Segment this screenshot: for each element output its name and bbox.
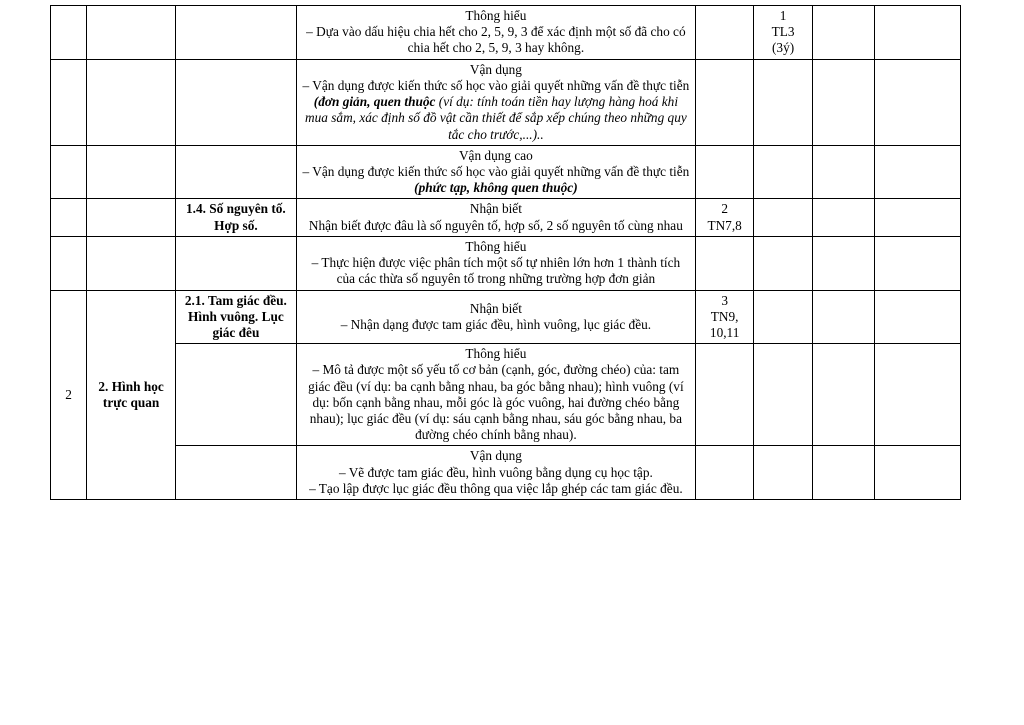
cell-nhanbiet — [695, 59, 753, 145]
level-description: – Dựa vào dấu hiệu chia hết cho 2, 5, 9, 3 để xác định một số đã cho có chia hết cho 2, 5, 9, 3 hay không. — [306, 24, 686, 56]
level-description — [301, 164, 691, 196]
cell-thonghieu — [754, 344, 812, 446]
cell-vandungcao — [875, 290, 961, 344]
cell-vandungcao — [875, 199, 961, 236]
cell-vandung — [812, 344, 874, 446]
cell-thonghieu — [754, 59, 812, 145]
count-line-1: 3 — [721, 292, 728, 308]
table-row — [51, 236, 961, 290]
cell-vandung — [812, 290, 874, 344]
cell-noidung — [175, 59, 296, 145]
count-line-2: TN9, — [710, 308, 739, 324]
count-line-1: 2 — [721, 201, 728, 217]
cell-vandung — [812, 6, 874, 60]
cell-vandungcao — [875, 446, 961, 500]
cell-tt — [51, 6, 87, 60]
cell-vandungcao — [875, 236, 961, 290]
cell-noidung: 2.1. Tam giác đều. Hình vuông. Lục giác đêu — [175, 290, 296, 344]
cell-tt — [51, 236, 87, 290]
table-row — [51, 145, 961, 199]
level-description: Nhận biết được đâu là số nguyên tố, hợp số, 2 số nguyên tố cùng nhau — [308, 217, 683, 233]
level-description-line-1: – Vẽ được tam giác đều, hình vuông bằng dụng cụ học tập. — [338, 464, 653, 480]
cell-mucdo — [296, 199, 695, 236]
cell-mucdo — [296, 6, 695, 60]
level-description: – Thực hiện được việc phân tích một số tự nhiên lớn hơn 1 thành tích của các thừa số nguyên tố trong những trường hợp đơn giản — [311, 255, 681, 287]
cell-nhanbiet — [695, 145, 753, 199]
cell-vandungcao — [875, 145, 961, 199]
level-label: Thông hiểu — [465, 238, 527, 254]
cell-mucdo — [296, 236, 695, 290]
level-label: Vận dụng — [469, 448, 522, 464]
cell-noidung — [175, 344, 296, 446]
cell-thonghieu — [754, 199, 812, 236]
cell-chuong — [87, 6, 176, 60]
count-line-3: (3ý) — [772, 40, 795, 56]
cell-vandungcao — [875, 344, 961, 446]
table-row — [51, 6, 961, 60]
count-line-2: TL3 — [771, 24, 795, 40]
level-description: – Nhận dạng được tam giác đều, hình vuông, lục giác đều. — [340, 316, 652, 332]
desc-part-plain: – Vận dụng được kiến thức số học vào giải quyết những vấn đề thực tiễn — [302, 77, 690, 93]
level-description-line-2: – Tạo lập được lục giác đều thông qua việc lắp ghép các tam giác đều. — [309, 480, 683, 496]
cell-chuong — [87, 145, 176, 199]
cell-vandung — [812, 446, 874, 500]
level-label: Vận dụng cao — [458, 147, 533, 163]
cell-thonghieu — [754, 446, 812, 500]
cell-noidung — [175, 145, 296, 199]
cell-noidung — [175, 236, 296, 290]
desc-part-emphasis: (đơn giản, quen thuộc — [313, 94, 436, 110]
cell-vandungcao — [875, 6, 961, 60]
count-line-1: 1 — [779, 8, 787, 23]
count-line-3: 10,11 — [709, 324, 740, 340]
cell-mucdo — [296, 344, 695, 446]
cell-vandung — [812, 145, 874, 199]
level-label: Thông hiểu — [465, 8, 527, 23]
cell-mucdo — [296, 446, 695, 500]
cell-chuong: 2. Hình học trực quan — [87, 290, 176, 500]
cell-nhanbiet — [695, 290, 753, 344]
cell-nhanbiet — [695, 199, 753, 236]
cell-vandungcao — [875, 59, 961, 145]
cell-thonghieu — [754, 145, 812, 199]
desc-part-emphasis: (phức tạp, không quen thuộc) — [414, 180, 578, 196]
cell-mucdo — [296, 145, 695, 199]
table-row — [51, 344, 961, 446]
cell-chuong — [87, 199, 176, 236]
table-row — [51, 290, 961, 344]
cell-mucdo — [296, 290, 695, 344]
cell-chuong — [87, 236, 176, 290]
level-label: Thông hiểu — [465, 346, 527, 362]
cell-nhanbiet — [695, 236, 753, 290]
cell-nhanbiet — [695, 344, 753, 446]
cell-noidung: 1.4. Số nguyên tố. Hợp số. — [175, 199, 296, 236]
level-label: Vận dụng — [469, 61, 522, 77]
cell-mucdo — [296, 59, 695, 145]
cell-thonghieu — [754, 6, 812, 60]
table-row — [51, 59, 961, 145]
cell-thonghieu — [754, 236, 812, 290]
cell-chuong — [87, 59, 176, 145]
cell-tt — [51, 59, 87, 145]
table-row — [51, 446, 961, 500]
desc-part-tail: (ví dụ: tính toán tiền hay lượng hàng hoá khi mua sắm, xác định số đồ vật cần thiết để sắp xếp chúng theo những quy tắc cho trước,...).. — [305, 94, 687, 142]
cell-nhanbiet — [695, 6, 753, 60]
cell-noidung — [175, 6, 296, 60]
cell-vandung — [812, 236, 874, 290]
level-label: Nhận biết — [469, 300, 522, 316]
level-label: Nhận biết — [469, 201, 522, 217]
exam-matrix-table — [50, 5, 961, 500]
cell-vandung — [812, 199, 874, 236]
cell-thonghieu — [754, 290, 812, 344]
level-description — [301, 78, 691, 143]
count-line-2: TN7,8 — [707, 217, 742, 233]
cell-tt: 2 — [51, 290, 87, 500]
cell-nhanbiet — [695, 446, 753, 500]
cell-tt — [51, 199, 87, 236]
table-row — [51, 199, 961, 236]
cell-vandung — [812, 59, 874, 145]
level-description: – Mô tả được một số yếu tố cơ bản (cạnh, góc, đường chéo) của: tam giác đều (ví dụ: ba cạnh bằng nhau, ba góc bằng nhau); hình vuông (ví dụ: bốn cạnh bằng nhau, mỗi góc là góc vuông, hai đường chéo bằng nhau); lục giác đều (ví dụ: sáu cạnh bằng nhau, sáu góc bằng nhau, ba đường chéo chính bằng nhau). — [308, 362, 684, 443]
cell-tt — [51, 145, 87, 199]
cell-noidung — [175, 446, 296, 500]
desc-part-plain: – Vận dụng được kiến thức số học vào giải quyết những vấn đề thực tiễn — [302, 163, 690, 179]
